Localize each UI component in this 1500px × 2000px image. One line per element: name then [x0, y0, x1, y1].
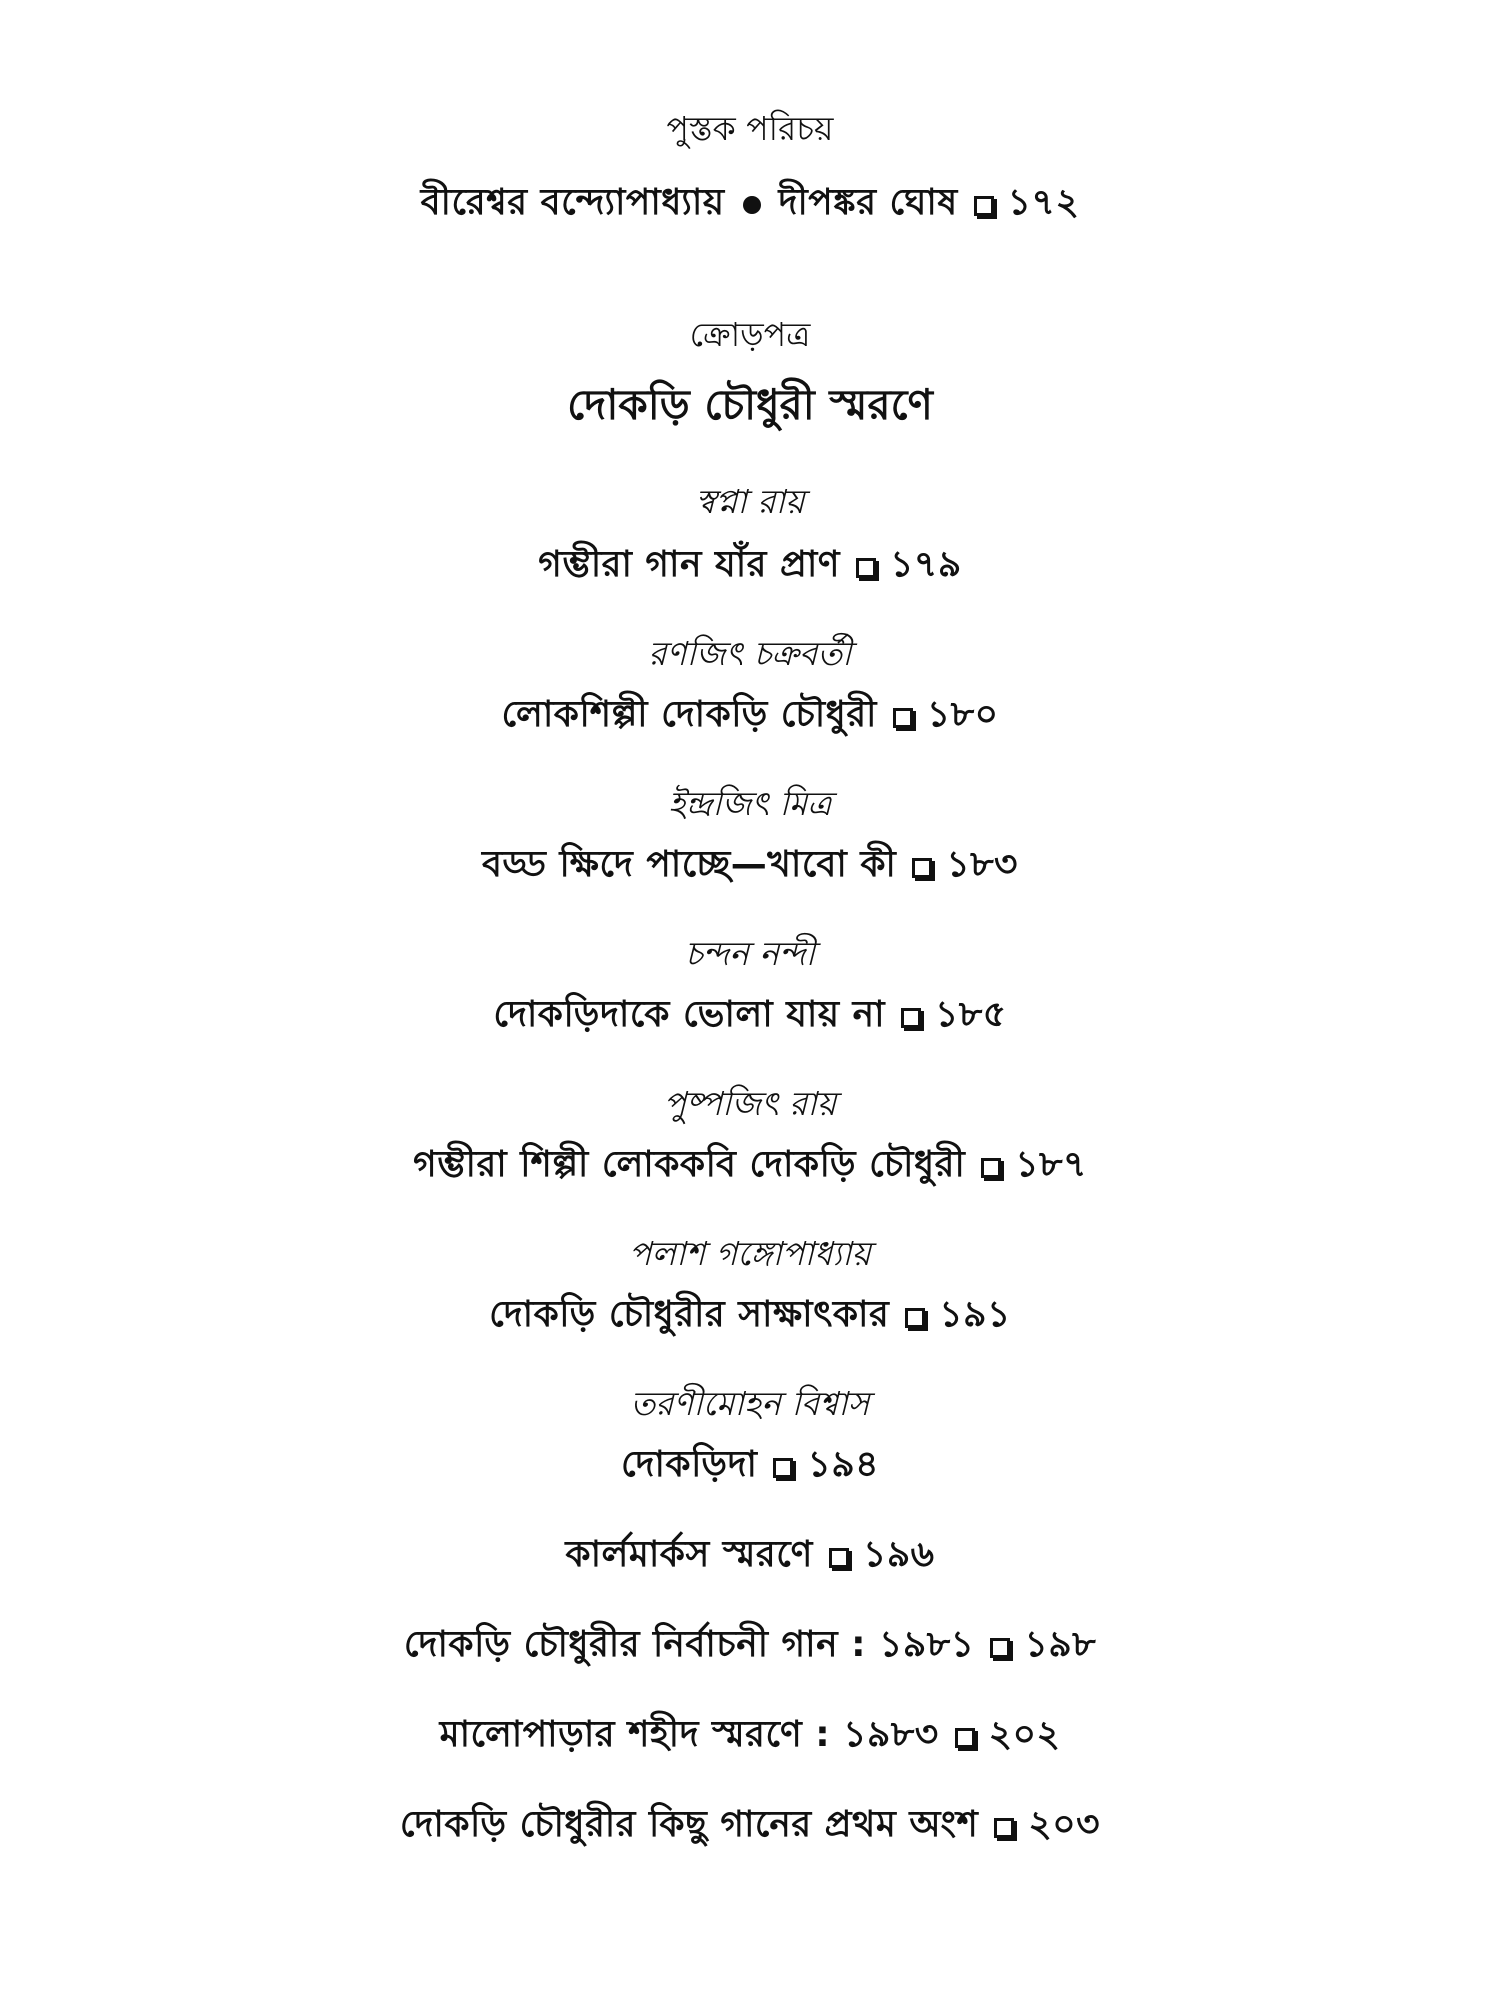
entry-title-line — [0, 1444, 1500, 1485]
checkbox-square-icon — [955, 1728, 975, 1748]
checkbox-square-icon — [912, 858, 932, 878]
checkbox-square-icon — [994, 1818, 1014, 1838]
song-entry — [0, 1714, 1500, 1755]
entry-author: ইন্দ্রজিৎ মিত্র — [668, 784, 832, 823]
page-number: ১৯৪ — [807, 1444, 880, 1485]
checkbox-square-icon — [893, 708, 913, 728]
checkbox-square-icon — [990, 1638, 1010, 1658]
entry-title-line — [0, 694, 1500, 735]
bullet-dot-icon — [743, 196, 761, 214]
entry-author: তরণীমোহন বিশ্বাস — [630, 1384, 870, 1423]
page-number: ২০২ — [988, 1714, 1061, 1755]
supplement-label: ক্রোড়পত্র — [689, 315, 811, 354]
entry-title: দোকড়িদা — [620, 1444, 758, 1485]
page-number: ১৭৯ — [890, 544, 962, 585]
page-number: ১৯১ — [939, 1294, 1011, 1335]
checkbox-square-icon — [974, 196, 994, 216]
entry-title: দোকড়িদাকে ভোলা যায় না — [493, 994, 886, 1035]
page-number: ২০৩ — [1028, 1804, 1101, 1845]
supplement-title: দোকড়ি চৌধুরী স্মরণে — [567, 380, 933, 429]
entry-author: স্বপ্না রায় — [695, 482, 805, 521]
song-entry — [0, 1804, 1500, 1845]
entry-title: বড্ড ক্ষিদে পাচ্ছে—খাবো কী — [482, 844, 897, 885]
entry-title-line — [0, 544, 1500, 585]
song-title: দোকড়ি চৌধুরীর নির্বাচনী গান : ১৯৮১ — [403, 1624, 975, 1665]
entry-title: গম্ভীরা শিল্পী লোককবি দোকড়ি চৌধুরী — [413, 1144, 966, 1185]
checkbox-square-icon — [856, 558, 876, 578]
checkbox-square-icon — [905, 1308, 925, 1328]
entry-title-line — [0, 1294, 1500, 1335]
song-title: মালোপাড়ার শহীদ স্মরণে : ১৯৮৩ — [439, 1714, 939, 1755]
book-review-author-b: দীপঙ্কর ঘোষ — [778, 182, 958, 223]
entry-title-line — [0, 994, 1500, 1035]
entry-author: চন্দন নন্দী — [684, 934, 816, 973]
entry-title: দোকড়ি চৌধুরীর সাক্ষাৎকার — [489, 1294, 890, 1335]
checkbox-square-icon — [773, 1458, 793, 1478]
book-review-label: পুস্তক পরিচয় — [666, 109, 834, 148]
checkbox-square-icon — [901, 1008, 921, 1028]
entry-title-line — [0, 844, 1500, 885]
entry-author: রণজিৎ চক্রবর্তী — [648, 634, 852, 673]
song-title: কার্লমার্কস স্মরণে — [565, 1534, 813, 1575]
page-number: ১৮৫ — [935, 994, 1007, 1035]
page-number: ১৮০ — [926, 694, 999, 735]
checkbox-square-icon — [829, 1548, 849, 1568]
page-number: ১৯৬ — [862, 1534, 935, 1575]
book-review-author-a: বীরেশ্বর বন্দ্যোপাধ্যায় — [420, 182, 725, 223]
song-entry — [0, 1624, 1500, 1665]
page-number: ১৮৭ — [1015, 1144, 1087, 1185]
entry-title-line — [0, 1144, 1500, 1185]
book-review-entry — [0, 182, 1500, 223]
page-number: ১৮৩ — [946, 844, 1018, 885]
song-entry — [0, 1534, 1500, 1575]
checkbox-square-icon — [981, 1158, 1001, 1178]
page-number: ১৯৮ — [1024, 1624, 1097, 1665]
entry-title: গম্ভীরা গান যাঁর প্রাণ — [538, 544, 841, 585]
song-title: দোকড়ি চৌধুরীর কিছু গানের প্রথম অংশ — [399, 1804, 979, 1845]
page-number: ১৭২ — [1007, 182, 1080, 223]
entry-author: পলাশ গঙ্গোপাধ্যায় — [629, 1234, 871, 1273]
entry-author: পুষ্পজিৎ রায় — [663, 1084, 837, 1123]
entry-title: লোকশিল্পী দোকড়ি চৌধুরী — [501, 694, 877, 735]
